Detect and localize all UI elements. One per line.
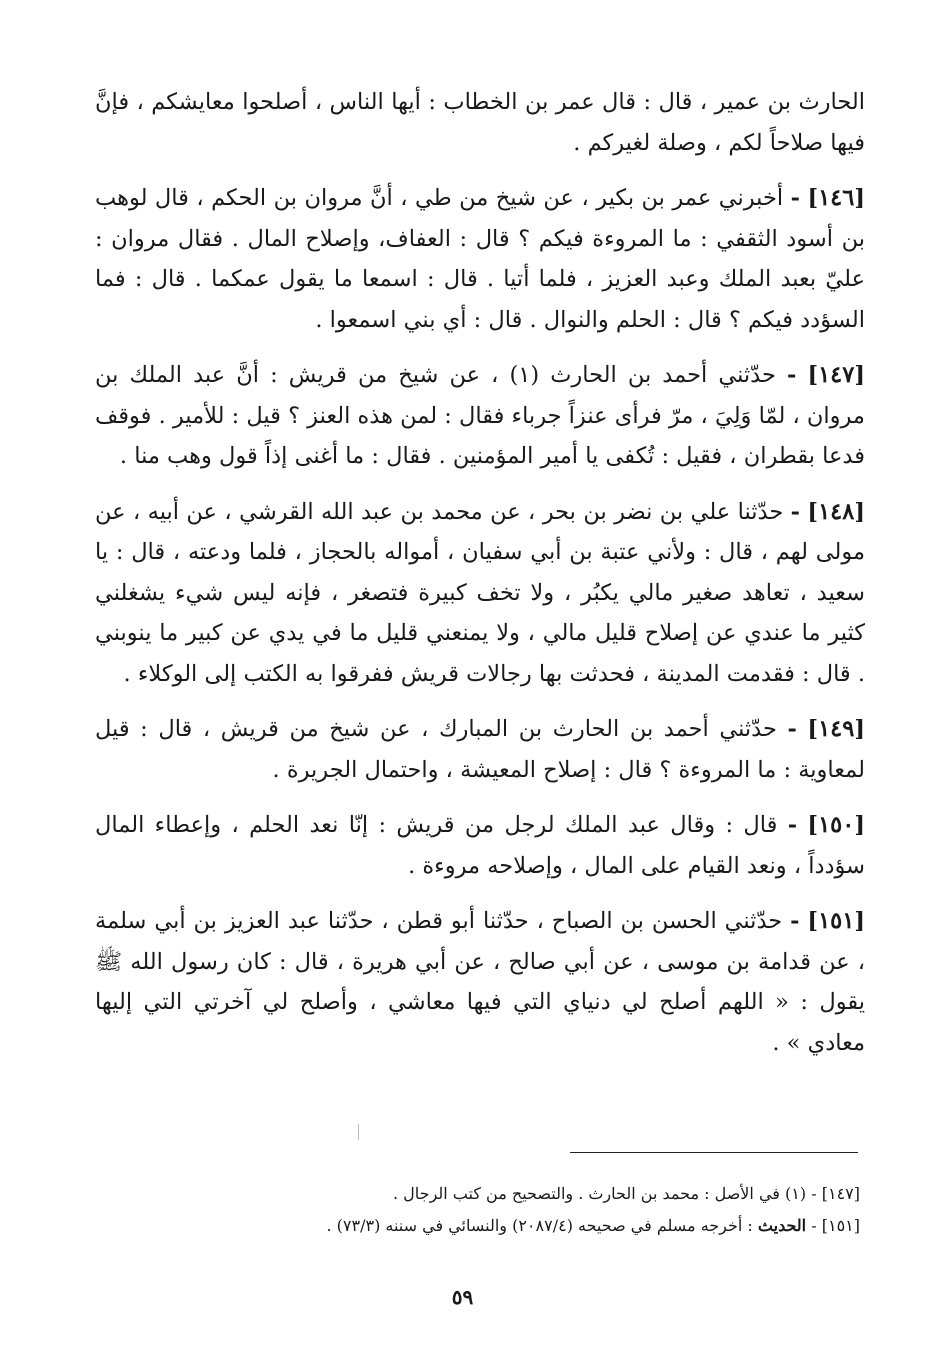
footnote-divider [570, 1152, 858, 1153]
footnote-label: (١) [785, 1184, 807, 1203]
paragraph-text: حدّثني أحمد بن الحارث (١) ، عن شيخ من قريش : أنَّ عبد الملك بن مروان ، لمّا وَلِيَ ، مرّ فرأى عنزاً جرباء فقال : لمن هذه العنز ؟ قيل : للأمير . فوقف فدعا بقطران ، فقيل : تُكفى يا أمير المؤمنين . فقال : ما أغنى إذاً قول وهب منا . [95, 362, 865, 469]
paragraph-147 [95, 355, 865, 477]
paragraph-151 [95, 901, 865, 1063]
page-number: ٥٩ [451, 1285, 474, 1309]
paragraph-number: [١٤٨] [807, 498, 865, 525]
footnotes [130, 1178, 860, 1242]
paragraph-148 [95, 492, 865, 695]
number-dash: - [790, 908, 800, 934]
paragraph-text: أخبرني عمر بن بكير ، عن شيخ من طي ، أنَّ مروان بن الحكم ، قال لوهب بن أسود الثقفي : ما المروءة فيكم ؟ قال : العفاف، وإصلاح المال . فقال مروان : عليّ بعبد الملك وعبد العزيز ، فلما أتيا . قال : اسمعا ما يقول عمكما . قال : فما السؤدد فيكم ؟ قال : الحلم والنوال . قال : أي بني اسمعوا . [95, 185, 865, 333]
paragraph-number: [١٤٩] [807, 716, 865, 742]
number-dash: - [790, 498, 800, 525]
number-dash: - [787, 812, 798, 838]
paragraph-number: [١٥٠] [807, 812, 865, 838]
footnote-dash: - [811, 1184, 817, 1203]
number-dash: - [787, 716, 797, 742]
paragraph-continuation [95, 82, 865, 163]
scan-mark [358, 1124, 359, 1140]
footnote-147 [130, 1178, 860, 1210]
paragraph-number: [١٤٦] [807, 185, 866, 211]
paragraph-149 [95, 709, 865, 790]
paragraph-number: [١٥١] [807, 908, 865, 934]
footnote-dash: - [811, 1216, 817, 1235]
paragraph-text: حدّثنا علي بن نضر بن بحر ، عن محمد بن عبد الله القرشي ، عن أبيه ، عن مولى لهم ، قال : ولأني عتبة بن أبي سفيان ، أمواله بالحجاز ، فلما ودعته ، قال : يا سعيد ، تعاهد صغير مالي يكبُر ، ولا تخف كبيرة فتصغر ، فإنه ليس شيء يشغلني كثير ما عندي عن إصلاح قليل مالي ، ولا يمنعني قليل ما في يدي عن كبير ما ينوبني . قال : فقدمت المدينة ، فحدثت بها رجالات قريش ففرقوا به الكتب إلى الوكلاء . [95, 498, 865, 687]
footnote-ref: [١٤٧] [821, 1184, 860, 1203]
paragraph-150 [95, 805, 865, 886]
footnote-label: الحديث [757, 1216, 807, 1235]
footnote-text: في الأصل : محمد بن الحارث . والتصحيح من كتب الرجال . [393, 1184, 780, 1203]
paragraph-text: الحارث بن عمير ، قال : قال عمر بن الخطاب : أيها الناس ، أصلحوا معايشكم ، فإنَّ فيها صلاحاً لكم ، وصلة لغيركم . [95, 89, 865, 156]
paragraph-text: حدّثني الحسن بن الصباح ، حدّثنا أبو قطن ، حدّثنا عبد العزيز بن أبي سلمة ، عن قدامة بن موسى ، عن أبي صالح ، عن أبي هريرة ، قال : كان رسول الله ﷺ يقول : « اللهم أصلح لي دنياي التي فيها معاشي ، وأصلح لي آخرتي التي إليها معادي » . [95, 908, 865, 1056]
footnote-151 [130, 1210, 860, 1242]
footnote-ref: [١٥١] [821, 1216, 860, 1235]
paragraph-number: [١٤٧] [807, 362, 866, 388]
main-text [95, 82, 865, 1063]
paragraph-text: قال : وقال عبد الملك لرجل من قريش : إنّا نعد الحلم ، وإعطاء المال سؤدداً ، ونعد القيام على المال ، وإصلاحه مروءة . [95, 812, 865, 879]
footnote-text: : أخرجه مسلم في صحيحه (٢٠٨٧/٤) والنسائي في سننه (٧٣/٣) . [326, 1216, 753, 1235]
number-dash: - [787, 362, 797, 388]
paragraph-text: حدّثني أحمد بن الحارث بن المبارك ، عن شيخ من قريش ، قال : قيل لمعاوية : ما المروءة ؟ قال : إصلاح المعيشة ، واحتمال الجريرة . [95, 716, 865, 783]
paragraph-146 [95, 178, 865, 340]
number-dash: - [790, 185, 800, 211]
